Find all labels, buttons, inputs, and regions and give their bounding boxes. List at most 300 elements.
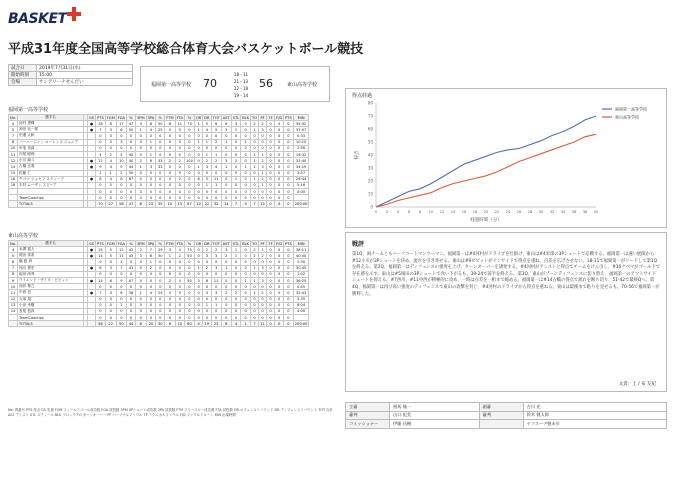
stat-cell: 0:45 [293,284,309,290]
stat-cell: 7 [146,247,156,253]
stat-cell: 0 [194,182,202,188]
stat-cell: 0 [136,277,147,283]
stat-cell: 0 [267,158,275,164]
stat-cell: 0 [175,315,184,321]
stat-cell: 0 [221,182,231,188]
stat-cell: 0 [275,308,284,314]
stat-cell: 0 [184,176,194,182]
scoreboard [140,66,330,102]
stat-cell: 2 [251,121,259,127]
stat-cell: 0 [284,158,294,164]
stat-cell: 0 [275,315,284,321]
total-cell: 14 [221,201,231,207]
stat-cell: 0 [267,253,275,259]
x-tick-label: 36 [571,210,577,214]
stat-cell: 50 [184,253,194,259]
player-name: 堀田 尚秀 [18,271,84,277]
series-line-fukuoka-daiichi [376,116,596,207]
stat-cell: 5 [9,127,18,133]
x-tick-label: 18 [472,210,478,214]
total-cell: TOTALS [18,201,84,207]
column-header: DR [204,241,210,246]
stat-cell: 30:45 [293,265,309,271]
stat-cell: 1 [251,290,259,296]
player-name: 河村 勇輝 [18,121,84,127]
stat-cell: 8 [105,121,116,127]
stat-cell: 0 [267,189,275,195]
x-tick-label: 20 [483,210,489,214]
stat-cell: 38:11 [293,247,309,253]
stat-cell: 0 [241,189,251,195]
stat-cell: 40 [127,151,136,157]
quarter-score: 12 - 18 [233,86,249,91]
stat-cell: 3 [221,127,231,133]
stat-cell: 0 [267,271,275,277]
stat-cell: 1 [221,164,231,170]
team-b-label: 東山高等学校 [8,233,39,239]
stat-cell: 0 [146,277,156,283]
stat-cell: 1 [251,277,259,283]
total-cell: 8 [221,321,231,327]
column-header: FTA [176,115,183,120]
player-name: 米澤 寛人 [18,247,84,253]
stat-cell: 0 [184,133,194,139]
stat-cell: 0 [231,308,240,314]
stat-cell: 0 [165,164,175,170]
column-header: 3PA [147,241,155,246]
stat-cell: 0 [221,189,231,195]
stat-cell: 0 [194,259,202,265]
stat-cell: 0 [156,176,165,182]
stat-cell: 0 [251,284,259,290]
stat-cell: 0 [105,284,116,290]
stat-cell: 0 [251,195,259,201]
stat-cell: 0 [184,290,194,296]
legend-label: 東山高等学校 [615,114,639,120]
stat-cell: 5 [211,127,221,133]
stat-cell: 0 [251,308,259,314]
stat-cell: 0:33 [293,133,309,139]
stat-cell: 0 [241,247,251,253]
stat-cell: 0 [116,308,126,314]
stat-cell: 0 [231,271,240,277]
player-name: 中西 良 [18,290,84,296]
stat-cell: 1 [241,139,251,145]
stat-cell: 0 [116,271,126,277]
stat-cell: 0 [251,170,259,176]
stat-cell: 0 [194,271,202,277]
info-row [9,72,133,79]
y-tick-label: 60 [367,126,373,132]
stat-cell: 0 [105,195,116,201]
stat-cell: 0 [96,139,106,145]
stat-cell: 0 [284,176,294,182]
official-name: 古川 光 [523,403,666,412]
x-tick-label: 38 [582,210,588,214]
stat-cell: 4 [175,277,184,283]
stat-cell: 0 [241,302,251,308]
stat-cell: 50 [127,170,136,176]
stat-cell: 0 [96,195,106,201]
stat-cell: 0 [259,133,267,139]
official-name: 伊藤 昌樹 [390,420,480,429]
stat-cell: 0 [211,308,221,314]
stat-cell: 1 [203,139,211,145]
column-header: OR [195,115,202,120]
stat-cell: 9 [116,164,126,170]
column-header: MIN [293,241,309,247]
stat-cell: 0 [203,145,211,151]
stat-cell: ● [88,290,96,296]
stat-cell: 0 [146,271,156,277]
stat-cell: 0 [194,133,202,139]
stat-cell: 0 [267,133,275,139]
total-cell: 20 [146,321,156,327]
stat-cell: 1 [211,151,221,157]
stat-cell: 0 [241,151,251,157]
stat-cell: 0 [127,139,136,145]
info-value: 2019年7月31日(水) [37,65,133,72]
stat-cell: 0 [127,308,136,314]
stat-cell: 0 [116,284,126,290]
total-cell: 23 [211,321,221,327]
stat-cell: 4 [105,158,116,164]
stat-cell: 0 [284,259,294,265]
column-header: % [156,115,165,121]
stat-cell: 2 [116,170,126,176]
total-cell: 0 [267,321,275,327]
stat-cell: 8 [116,290,126,296]
column-header: AST [222,115,230,120]
team-a-label: 福岡第一高等学校 [8,107,49,113]
stat-cell: 1 [259,170,267,176]
stat-cell: 1 [116,259,126,265]
stat-cell: 11 [116,253,126,259]
stat-cell: 0 [156,277,165,283]
stat-cell: 0 [211,271,221,277]
totals-row [9,321,309,327]
stat-cell: 2:56 [293,145,309,151]
stat-cell: 0 [194,308,202,314]
stat-cell: 6 [116,127,126,133]
stat-cell: 0 [156,284,165,290]
stat-cell: 0 [275,247,284,253]
stat-cell: 3 [211,253,221,259]
stat-cell: 0 [127,189,136,195]
stat-cell: 2 [211,139,221,145]
stat-cell: 0 [136,145,147,151]
totals-row [9,201,309,207]
stat-cell: 0 [241,127,251,133]
stat-cell: 1 [203,182,211,188]
stat-cell: 0 [194,247,202,253]
stat-cell: 32:43 [293,290,309,296]
column-header: PTS [97,241,104,246]
stat-cell: 0 [96,315,106,321]
stat-cell: 0 [203,189,211,195]
stat-cell: 11 [9,151,18,157]
stat-cell: 0 [165,145,175,151]
stat-cell: 67 [127,277,136,283]
column-header: GS [89,241,95,246]
total-cell [9,321,18,327]
abbreviation-legend: No. 背番号 PTS 得点 GS 先発 FGM フィールドゴール成功数 FGA 試投数 3PM 3Pシュート成功数 3PA 試投数 FTM フリースロー成功数 FTA 試投数 OR オフェンスリバウンド DR ディフェンスリバウンド TOT 合計 AST アシスト STL スティール BLK ブロック TO ターンオーバー PF パーソナルファウル TF テクニカルファウル F/D ファウルドローン MIN 出場時間 [8,408,333,417]
stat-cell: 1 [194,139,202,145]
stat-cell: 0 [267,195,275,201]
stat-cell: 2 [259,253,267,259]
stat-cell: 0 [275,271,284,277]
stat-cell: 0 [96,302,106,308]
stat-cell: 8 [96,176,106,182]
player-name: ウイエンド・ザイダ・ビビット [18,277,84,283]
stat-cell: 0 [275,195,284,201]
stat-cell: 0 [259,302,267,308]
stat-cell: 0 [96,259,106,265]
stat-cell: 0 [267,176,275,182]
stat-cell: 13 [9,302,18,308]
stat-cell: 0 [211,189,221,195]
stat-cell: 0 [275,145,284,151]
stat-cell: 0 [116,145,126,151]
stat-cell: 0 [251,133,259,139]
column-header: 3PA [147,115,155,120]
stat-cell: 0 [165,271,175,277]
stat-cell: 0 [251,315,259,321]
stat-cell: 0 [105,315,116,321]
stat-cell: 0 [136,308,147,314]
stat-cell: 3 [221,158,231,164]
stat-cell: 0 [259,195,267,201]
stat-cell: 0 [156,302,165,308]
stat-cell: 3 [259,164,267,170]
stat-cell: 0 [284,164,294,170]
stat-cell: 2 [251,247,259,253]
stat-cell: 0 [259,189,267,195]
stat-cell: 0 [105,133,116,139]
stat-cell: 0 [165,284,175,290]
stat-cell: 0 [165,176,175,182]
stat-cell: 0 [184,151,194,157]
stat-cell: 0 [267,151,275,157]
column-header: F/D [276,241,283,246]
stat-cell: 2 [231,158,240,164]
stat-cell: 0 [259,315,267,321]
home-team-name: 福岡第一高等学校 [151,82,192,88]
stat-cell: 0 [211,145,221,151]
stat-cell: 0 [146,145,156,151]
total-cell: 22 [105,321,116,327]
stat-cell: 5:16 [293,182,309,188]
y-tick-label: 20 [367,178,373,184]
stat-cell: 0 [116,133,126,139]
stat-cell: 73 [184,121,194,127]
stat-cell: 16 [9,176,18,182]
stat-cell: 67 [127,176,136,182]
player-name: 脇 藍 真 [18,259,84,265]
stat-cell: 2 [241,176,251,182]
stat-cell: 0 [136,195,147,201]
stat-cell: 3 [165,247,175,253]
stat-cell: 0 [267,296,275,302]
stat-cell: 0 [221,259,231,265]
stat-cell: 0 [165,127,175,133]
stat-cell: 0 [284,139,294,145]
score-progress-chart [345,88,667,228]
stat-cell: 0 [241,265,251,271]
stat-cell: 0 [221,308,231,314]
stat-cell: 0 [156,145,165,151]
stat-cell: 0 [211,133,221,139]
stat-cell: 1 [251,151,259,157]
stat-cell: 3 [203,164,211,170]
stat-cell: 50 [156,121,165,127]
stat-cell: 0 [231,170,240,176]
stat-cell: 0 [116,315,126,321]
total-cell: 200:00 [294,202,308,207]
stat-cell: 4 [9,121,18,127]
stat-cell: 6 [116,176,126,182]
stat-cell: 0 [194,195,202,201]
stat-cell: 0 [146,296,156,302]
stat-cell: 35:32 [293,121,309,127]
stat-cell: 0 [156,296,165,302]
stat-cell: 0 [175,308,184,314]
stat-cell: 0 [165,308,175,314]
stat-cell: 0 [175,302,184,308]
stat-cell: 9 [9,277,18,283]
stat-cell: 0 [146,133,156,139]
column-header: PTS [285,241,292,246]
player-name: ハーパージャン ローレンス ジュニア [18,139,84,145]
column-header: FGM [106,241,115,246]
total-cell: 15 [260,202,265,207]
stat-cell: 0 [127,259,136,265]
stat-cell: 4 [175,247,184,253]
stat-cell: 0 [251,302,259,308]
stat-cell: 1 [251,164,259,170]
officials-row [346,411,667,420]
stat-cell: 1 [231,176,240,182]
stat-cell: 38 [127,290,136,296]
stat-cell: 0 [127,284,136,290]
x-tick-label: 4 [396,210,400,214]
stat-cell: 0 [251,189,259,195]
stat-cell: 0 [241,182,251,188]
total-cell: 10 [196,202,201,207]
stat-cell: 0 [136,139,147,145]
stat-cell: 1 [231,253,240,259]
stat-cell: 0 [127,182,136,188]
stat-cell: 0 [165,259,175,265]
officials-row [346,420,667,429]
x-tick-label: 40 [593,210,599,214]
stat-cell: 3 [259,277,267,283]
stat-cell: 14 [9,164,18,170]
stat-cell: 0 [105,259,116,265]
stat-cell: 0 [231,296,240,302]
stat-cell: 4 [9,247,18,253]
stat-cell: 0 [231,151,240,157]
stat-cell: 3 [259,127,267,133]
stat-cell: 0 [136,265,147,271]
column-header: OR [195,241,202,246]
stat-cell: 5 [203,121,211,127]
x-tick-label: 16 [461,210,467,214]
stat-cell: 0 [146,182,156,188]
total-cell: 0 [284,321,294,327]
stat-cell: 0 [146,195,156,201]
stat-cell: 1 [251,265,259,271]
stat-cell: 0 [165,189,175,195]
stat-cell: 0 [105,145,116,151]
stat-cell: 0 [175,151,184,157]
stat-cell: 0 [136,315,147,321]
stat-cell: 0 [284,189,294,195]
stat-cell: 0 [146,308,156,314]
stat-cell: 1 [146,151,156,157]
stat-cell: 0 [146,189,156,195]
stat-cell: 0 [275,259,284,265]
column-header: TF [268,115,273,120]
stat-cell: 0 [284,308,294,314]
stat-cell: 0 [221,170,231,176]
stat-cell: 12 [9,158,18,164]
stat-cell: 0 [127,315,136,321]
player-name: 古橋 正義 [18,164,84,170]
total-cell: 6 [165,321,175,327]
stat-cell: 0 [96,271,106,277]
stat-cell: 0 [251,139,259,145]
stat-cell: 50 [127,127,136,133]
stat-cell: 0 [259,271,267,277]
stat-cell: 0 [127,133,136,139]
column-header: % [127,115,136,121]
stat-cell: 0 [221,195,231,201]
basket-logo [8,8,78,30]
total-cell: 200:00 [294,321,308,326]
stat-cell: 0 [184,145,194,151]
stat-cell: 2 [105,151,116,157]
stat-cell: 0 [165,290,175,296]
stat-cell: 2 [116,302,126,308]
info-row [9,79,133,86]
stat-cell: 0 [221,296,231,302]
stat-cell: 0 [175,164,184,170]
stat-cell: 1 [165,253,175,259]
column-header: TOT [212,115,220,120]
game-summary [345,232,667,392]
stat-cell: 0 [259,139,267,145]
stat-cell: 10 [9,284,18,290]
stat-cell: 8 [9,271,18,277]
stat-cell: 0 [231,195,240,201]
stat-cell: ● [88,127,96,133]
team-b-boxscore [8,240,309,327]
stat-cell: 0 [221,151,231,157]
stat-cell: 0 [203,284,211,290]
stat-cell: 0 [136,176,147,182]
info-key: 会場 [9,79,37,86]
stat-cell: 3 [203,253,211,259]
x-tick-label: 34 [560,210,566,214]
stat-cell: 2 [259,176,267,182]
stat-cell: 0 [284,151,294,157]
column-header: FGM [106,115,115,120]
stat-cell: 1 [136,127,147,133]
stat-cell: 0 [175,133,184,139]
stat-cell: 0 [165,170,175,176]
total-cell: 0 [275,321,284,327]
